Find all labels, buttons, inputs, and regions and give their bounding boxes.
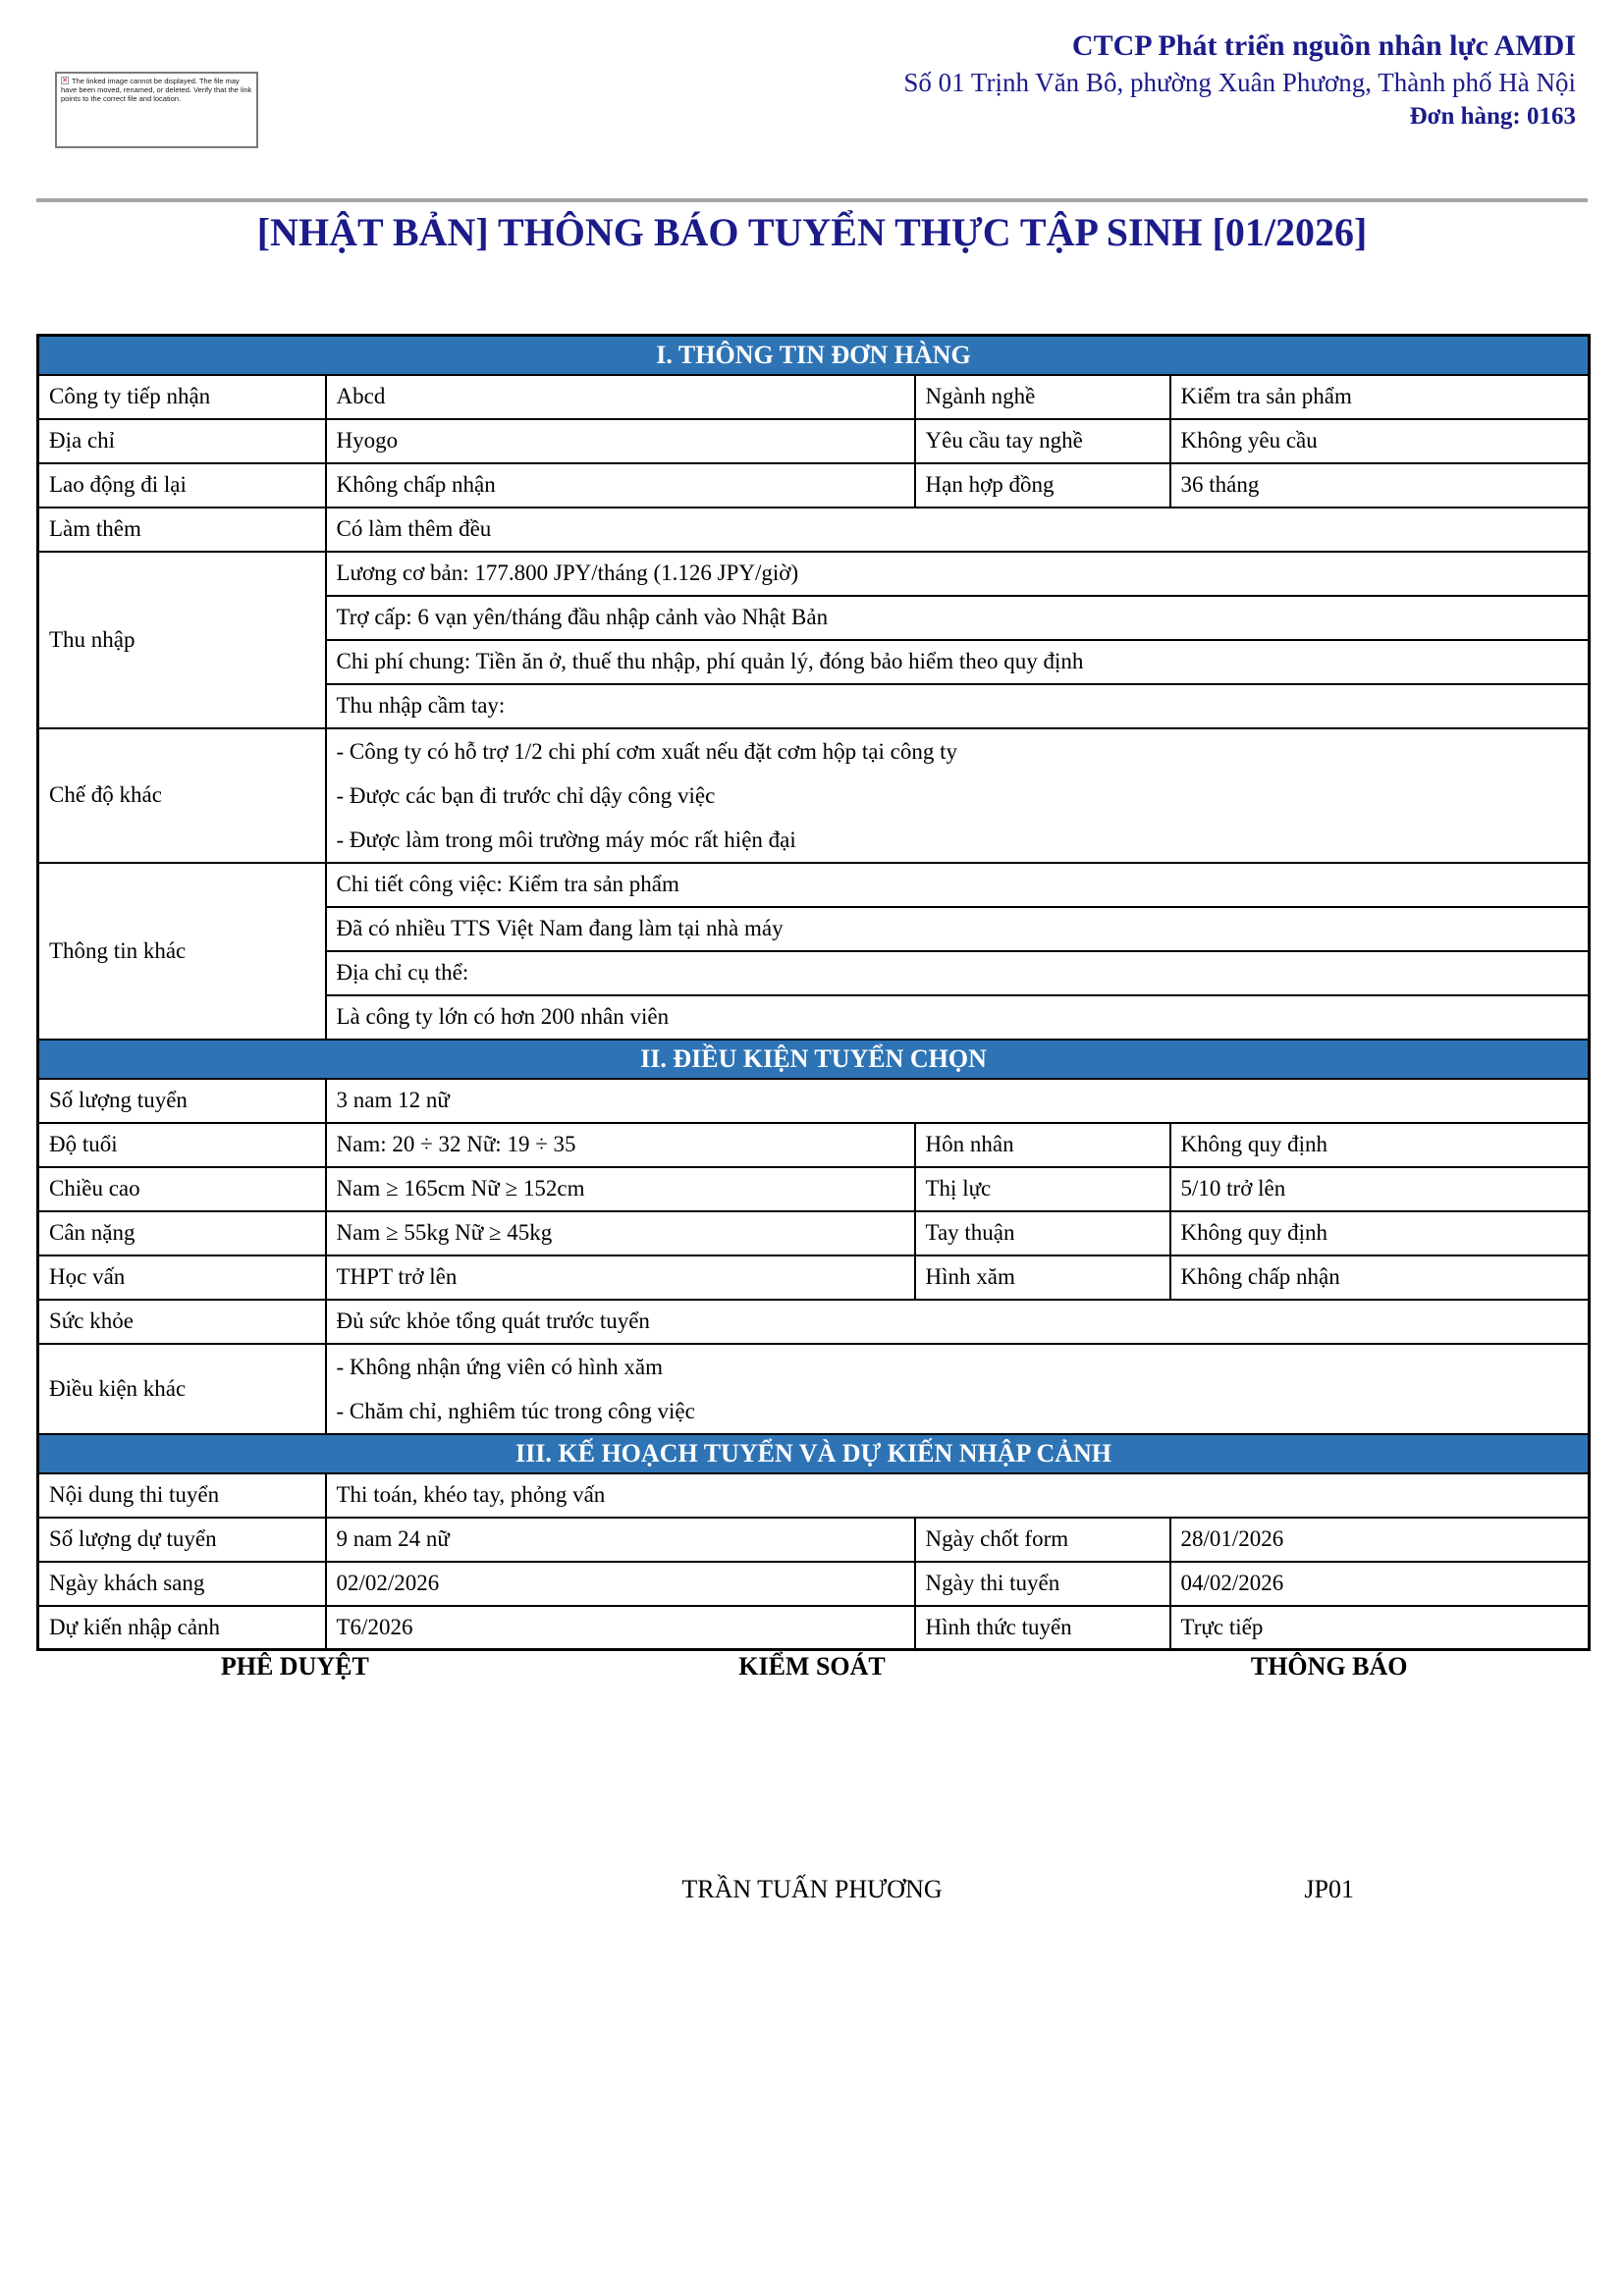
table-row (38, 1473, 1590, 1518)
signature-control-label: KIỂM SOÁT (738, 1652, 886, 1681)
signature-announce-label: THÔNG BÁO (1250, 1652, 1408, 1681)
signer-name: TRẦN TUẤN PHƯƠNG (681, 1875, 943, 1903)
table-row (38, 463, 1590, 507)
signature-approve-label: PHÊ DUYỆT (220, 1652, 369, 1681)
che-do-khac-line-3: - Được làm trong môi trường máy móc rất hiện đại (336, 827, 796, 852)
value-du-kien-nhap-canh: T6/2026 (326, 1606, 915, 1650)
table-row (38, 1211, 1590, 1255)
value-thi-luc: 5/10 trở lên (1170, 1167, 1590, 1211)
value-han-hop-dong: 36 tháng (1170, 463, 1590, 507)
thong-tin-khac-line-3: Địa chỉ cụ thể: (326, 951, 1590, 995)
broken-image-icon: ✕ (62, 78, 68, 84)
label-han-hop-dong: Hạn hợp đồng (915, 463, 1170, 507)
value-dia-chi: Hyogo (326, 419, 915, 463)
label-nganh-nghe: Ngành nghề (915, 375, 1170, 419)
table-row (38, 1344, 1590, 1434)
table-row (38, 863, 1590, 907)
value-noi-dung-thi-tuyen: Thi toán, khéo tay, phỏng vấn (326, 1473, 1590, 1518)
value-so-luong-du-tuyen: 9 nam 24 nữ (326, 1518, 915, 1562)
label-do-tuoi: Độ tuổi (38, 1123, 326, 1167)
section-2-header: II. ĐIỀU KIỆN TUYỂN CHỌN (38, 1040, 1590, 1079)
table-row (38, 1079, 1590, 1123)
label-chieu-cao: Chiều cao (38, 1167, 326, 1211)
label-so-luong-du-tuyen: Số lượng dự tuyển (38, 1518, 326, 1562)
value-hinh-xam: Không chấp nhận (1170, 1255, 1590, 1300)
value-so-luong-tuyen: 3 nam 12 nữ (326, 1079, 1590, 1123)
thu-nhap-line-4: Thu nhập cầm tay: (326, 684, 1590, 728)
section-3-header: III. KẾ HOẠCH TUYỂN VÀ DỰ KIẾN NHẬP CẢNH (38, 1434, 1590, 1473)
label-ngay-thi-tuyen: Ngày thi tuyển (915, 1562, 1170, 1606)
dieu-kien-khac-line-2: - Chăm chỉ, nghiêm túc trong công việc (336, 1398, 695, 1423)
table-row (38, 728, 1590, 863)
value-nganh-nghe: Kiểm tra sản phẩm (1170, 375, 1590, 419)
label-thu-nhap: Thu nhập (38, 552, 326, 728)
table-row (38, 1606, 1590, 1650)
label-dieu-kien-khac: Điều kiện khác (38, 1344, 326, 1434)
label-so-luong-tuyen: Số lượng tuyển (38, 1079, 326, 1123)
dieu-kien-khac-line-1: - Không nhận ứng viên có hình xăm (336, 1354, 663, 1379)
table-row (38, 1123, 1590, 1167)
table-row (38, 1255, 1590, 1300)
thu-nhap-line-3: Chi phí chung: Tiền ăn ở, thuế thu nhập, phí quản lý, đóng bảo hiểm theo quy định (326, 640, 1590, 684)
header-divider-rule (36, 198, 1588, 202)
signature-row (36, 1652, 1588, 1682)
label-thong-tin-khac: Thông tin khác (38, 863, 326, 1040)
value-hinh-thuc-tuyen: Trực tiếp (1170, 1606, 1590, 1650)
thong-tin-khac-line-4: Là công ty lớn có hơn 200 nhân viên (326, 995, 1590, 1040)
value-lao-dong-di-lai: Không chấp nhận (326, 463, 915, 507)
label-hoc-van: Học vấn (38, 1255, 326, 1300)
value-lam-them: Có làm thêm đều (326, 507, 1590, 552)
letterhead (903, 27, 1576, 133)
che-do-khac-line-1: - Công ty có hỗ trợ 1/2 chi phí cơm xuất nếu đặt cơm hộp tại công ty (336, 738, 957, 764)
value-hoc-van: THPT trở lên (326, 1255, 915, 1300)
signer-empty-cell (36, 1875, 554, 1904)
signer-name-row (36, 1875, 1588, 1904)
value-do-tuoi: Nam: 20 ÷ 32 Nữ: 19 ÷ 35 (326, 1123, 915, 1167)
label-che-do-khac: Chế độ khác (38, 728, 326, 863)
label-ngay-khach-sang: Ngày khách sang (38, 1562, 326, 1606)
value-ngay-chot-form: 28/01/2026 (1170, 1518, 1590, 1562)
value-chieu-cao: Nam ≥ 165cm Nữ ≥ 152cm (326, 1167, 915, 1211)
value-suc-khoe: Đủ sức khỏe tổng quát trước tuyển (326, 1300, 1590, 1344)
document-title: [NHẬT BẢN] THÔNG BÁO TUYỂN THỰC TẬP SINH [01/2026] (256, 210, 1368, 254)
thong-tin-khac-line-1: Chi tiết công việc: Kiểm tra sản phẩm (326, 863, 1590, 907)
table-row (38, 552, 1590, 596)
table-row (38, 1518, 1590, 1562)
value-ngay-thi-tuyen: 04/02/2026 (1170, 1562, 1590, 1606)
label-du-kien-nhap-canh: Dự kiến nhập cảnh (38, 1606, 326, 1650)
signer-code: JP01 (1304, 1875, 1354, 1903)
thong-tin-khac-line-2: Đã có nhiều TTS Việt Nam đang làm tại nhà máy (326, 907, 1590, 951)
table-row (38, 375, 1590, 419)
broken-image-placeholder (55, 72, 258, 148)
label-can-nang: Cân nặng (38, 1211, 326, 1255)
value-tay-thuan: Không quy định (1170, 1211, 1590, 1255)
value-ngay-khach-sang: 02/02/2026 (326, 1562, 915, 1606)
value-dieu-kien-khac (326, 1344, 1590, 1434)
label-noi-dung-thi-tuyen: Nội dung thi tuyển (38, 1473, 326, 1518)
label-ngay-chot-form: Ngày chốt form (915, 1518, 1170, 1562)
value-can-nang: Nam ≥ 55kg Nữ ≥ 45kg (326, 1211, 915, 1255)
label-cong-ty-tiep-nhan: Công ty tiếp nhận (38, 375, 326, 419)
label-hinh-thuc-tuyen: Hình thức tuyển (915, 1606, 1170, 1650)
company-address: Số 01 Trịnh Văn Bô, phường Xuân Phương, Thành phố Hà Nội (903, 68, 1576, 97)
thu-nhap-line-2: Trợ cấp: 6 vạn yên/tháng đầu nhập cảnh vào Nhật Bản (326, 596, 1590, 640)
label-lam-them: Làm thêm (38, 507, 326, 552)
value-hon-nhan: Không quy định (1170, 1123, 1590, 1167)
value-cong-ty-tiep-nhan: Abcd (326, 375, 915, 419)
che-do-khac-line-2: - Được các bạn đi trước chỉ dậy công việc (336, 782, 716, 808)
table-row (38, 1300, 1590, 1344)
table-row (38, 1167, 1590, 1211)
section-1-header: I. THÔNG TIN ĐƠN HÀNG (38, 336, 1590, 375)
label-thi-luc: Thị lực (915, 1167, 1170, 1211)
label-dia-chi: Địa chỉ (38, 419, 326, 463)
label-tay-thuan: Tay thuận (915, 1211, 1170, 1255)
recruitment-table (36, 334, 1591, 1651)
broken-image-text: The linked image cannot be displayed. The file may have been moved, renamed, or deleted. Verify that the link points to the correct file and location. (61, 77, 252, 103)
value-yeu-cau-tay-nghe: Không yêu cầu (1170, 419, 1590, 463)
label-lao-dong-di-lai: Lao động đi lại (38, 463, 326, 507)
label-hon-nhan: Hôn nhân (915, 1123, 1170, 1167)
label-hinh-xam: Hình xăm (915, 1255, 1170, 1300)
table-row (38, 419, 1590, 463)
label-suc-khoe: Sức khỏe (38, 1300, 326, 1344)
label-yeu-cau-tay-nghe: Yêu cầu tay nghề (915, 419, 1170, 463)
value-che-do-khac (326, 728, 1590, 863)
table-row (38, 1562, 1590, 1606)
table-row (38, 507, 1590, 552)
order-number: Đơn hàng: 0163 (1409, 103, 1576, 130)
company-name: CTCP Phát triển nguồn nhân lực AMDI (1071, 29, 1576, 62)
thu-nhap-line-1: Lương cơ bản: 177.800 JPY/tháng (1.126 JPY/giờ) (326, 552, 1590, 596)
